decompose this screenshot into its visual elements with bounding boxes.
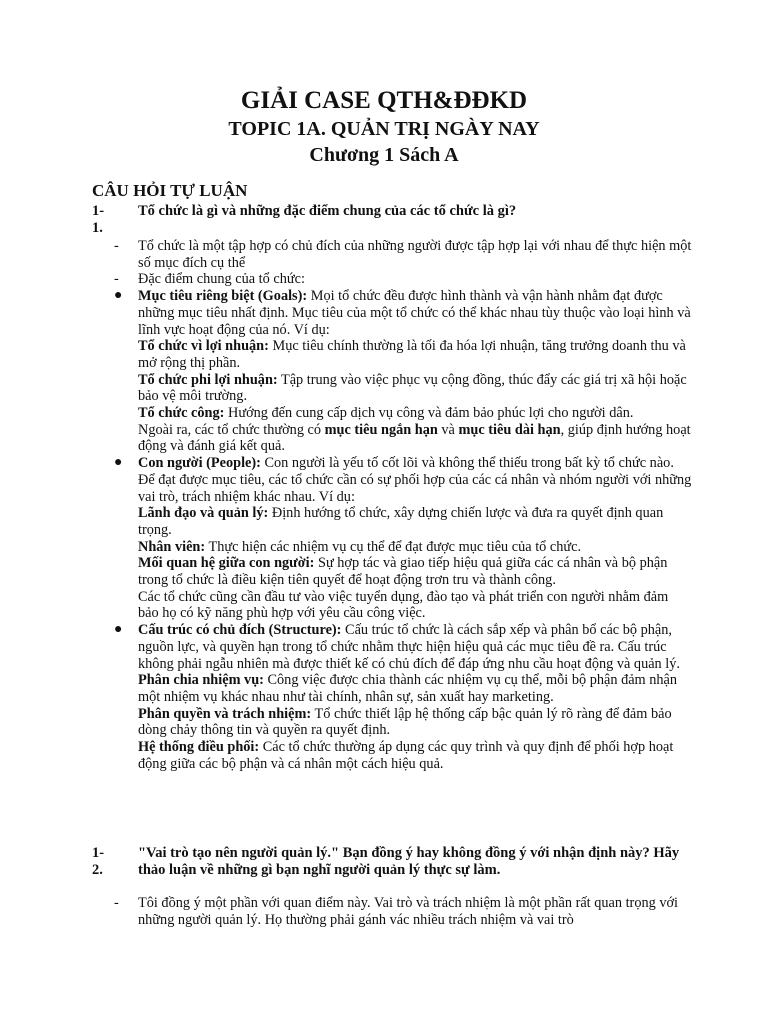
chapter-title: Chương 1 Sách A xyxy=(309,144,459,166)
term-label: Tổ chức phi lợi nhuận: xyxy=(138,371,278,388)
term-label: Con người (People): xyxy=(138,455,261,472)
term-label: mục tiêu dài hạn xyxy=(458,421,561,438)
answer-1 xyxy=(92,238,692,773)
question-text: Tổ chức là gì và những đặc điểm chung của các tổ chức là gì? xyxy=(138,203,517,219)
term-label: mục tiêu ngắn hạn xyxy=(324,421,438,438)
paragraph: Tôi đồng ý một phần với quan điểm này. Vai trò và trách nhiệm là một phần rất quan trọng với những người quản lý. Họ thường phải gánh vác nhiều trách nhiệm và vai trò xyxy=(138,895,679,928)
question-number: 1-1. xyxy=(92,203,105,236)
bullet-icon: ● xyxy=(114,455,123,471)
paragraph xyxy=(138,706,692,739)
paragraph: Các tổ chức cũng cần đầu tư vào việc tuyển dụng, đào tạo và phát triển con người nhằm đảm bảo họ có kỹ năng phù hợp với yêu cầu công việc. xyxy=(138,588,669,622)
section-heading: CÂU HỎI TỰ LUẬN xyxy=(92,181,248,200)
paragraph xyxy=(138,539,692,556)
term-text: , giúp định hướng hoạt động và đánh giá kết quả. xyxy=(138,421,691,455)
paragraph xyxy=(138,622,692,672)
paragraph xyxy=(138,739,692,772)
paragraph xyxy=(138,338,692,371)
question-text: "Vai trò tạo nên người quản lý." Bạn đồng ý hay không đồng ý với nhận định này? Hãy thảo luận về những gì bạn nghĩ người quản lý thực sự làm. xyxy=(138,845,680,878)
term-text: Tổ chức thiết lập hệ thống cấp bậc quản lý rõ ràng để đảm bảo dòng chảy thông tin và quyền ra quyết định. xyxy=(138,705,672,739)
bullet-item-goals xyxy=(92,288,692,455)
term-text: Sự hợp tác và giao tiếp hiệu quả giữa các cá nhân và bộ phận trong tổ chức là điều kiện tiên quyết để hoạt động trơn tru và thành công. xyxy=(138,555,668,589)
term-label: Tổ chức vì lợi nhuận: xyxy=(138,338,269,355)
document-title: GIẢI CASE QTH&ĐĐKD xyxy=(240,87,528,114)
term-text: Thực hiện các nhiệm vụ cụ thể để đạt được mục tiêu của tổ chức. xyxy=(205,538,582,555)
paragraph: Đặc điểm chung của tổ chức: xyxy=(138,271,305,288)
term-label: Phân quyền và trách nhiệm: xyxy=(138,705,312,722)
paragraph xyxy=(138,555,692,588)
bullet-icon: ● xyxy=(114,288,123,304)
term-text: Định hướng tổ chức, xây dựng chiến lược và đưa ra quyết định quan trọng. xyxy=(138,505,664,538)
term-label: Nhân viên: xyxy=(138,538,206,555)
term-text: Các tổ chức thường áp dụng các quy trình và quy định để phối hợp hoạt động giữa các bộ phận và cá nhân một cách hiệu quả. xyxy=(138,739,674,772)
bullet-item-people xyxy=(92,455,692,622)
paragraph: Tổ chức là một tập hợp có chủ đích của những người được tập hợp lại với nhau để thực hiện một số mục đích cụ thể xyxy=(138,238,692,271)
term-label: Hệ thống điều phối: xyxy=(138,739,260,756)
paragraph xyxy=(138,288,692,338)
term-text: Con người là yếu tố cốt lõi và không thể thiếu trong bất kỳ tổ chức nào. Để đạt được mục tiêu, các tổ chức cần có sự phối hợp của các cá nhân và nhóm người với những vai trò, trách nhiệm khác nhau. Ví dụ: xyxy=(138,455,692,505)
term-text: và xyxy=(437,421,459,438)
paragraph xyxy=(138,422,692,455)
dash-marker: - xyxy=(114,895,119,911)
list-item xyxy=(92,238,692,271)
paragraph xyxy=(138,672,692,705)
paragraph xyxy=(138,505,692,538)
paragraph xyxy=(138,405,692,422)
dash-marker: - xyxy=(114,271,119,288)
term-text: Mục tiêu chính thường là tối đa hóa lợi nhuận, tăng trưởng doanh thu và mở rộng thị phần. xyxy=(138,338,686,371)
term-text: Cấu trúc tổ chức là cách sắp xếp và phân bổ các bộ phận, nguồn lực, và quyền hạn trong tổ chức nhằm thực hiện hiệu quả các mục tiêu đề ra. Cấu trúc không phải ngẫu nhiên mà được thiết kế có chủ đích để đáp ứng nhu cầu hoạt động và quản lý. xyxy=(138,622,680,672)
dash-marker: - xyxy=(114,238,119,254)
term-label: Phân chia nhiệm vụ: xyxy=(138,672,264,689)
topic-title: TOPIC 1A. QUẢN TRỊ NGÀY NAY xyxy=(228,118,540,140)
list-item xyxy=(92,895,692,928)
bullet-icon: ● xyxy=(114,622,123,638)
term-label: Lãnh đạo và quản lý: xyxy=(138,505,269,522)
term-label: Cấu trúc có chủ đích (Structure): xyxy=(138,622,342,639)
term-text: Hướng đến cung cấp dịch vụ công và đảm bảo phúc lợi cho người dân. xyxy=(224,405,634,422)
term-text: Tập trung vào việc phục vụ cộng đồng, thúc đẩy các giá trị xã hội hoặc bảo vệ môi trường. xyxy=(138,371,687,405)
bullet-item-structure xyxy=(92,622,692,772)
answer-2 xyxy=(92,895,692,928)
term-text: Ngoài ra, các tổ chức thường có xyxy=(138,421,325,438)
title-block xyxy=(0,86,768,168)
list-item xyxy=(92,271,692,288)
question-number: 1-2. xyxy=(92,845,105,878)
term-label: Mục tiêu riêng biệt (Goals): xyxy=(138,288,308,305)
term-text: Công việc được chia thành các nhiệm vụ cụ thể, mỗi bộ phận đảm nhận một nhiệm vụ khác nhau như tài chính, nhân sự, sản xuất hay marketing. xyxy=(138,672,678,705)
term-text: Mọi tổ chức đều được hình thành và vận hành nhằm đạt được những mục tiêu nhất định. Mục tiêu của một tổ chức có thể khác nhau tùy thuộc vào loại hình và lĩnh vực hoạt động của nó. Ví dụ: xyxy=(138,288,691,338)
paragraph xyxy=(138,455,692,505)
term-label: Mối quan hệ giữa con người: xyxy=(138,555,315,572)
term-label: Tổ chức công: xyxy=(138,405,225,422)
paragraph xyxy=(138,372,692,405)
